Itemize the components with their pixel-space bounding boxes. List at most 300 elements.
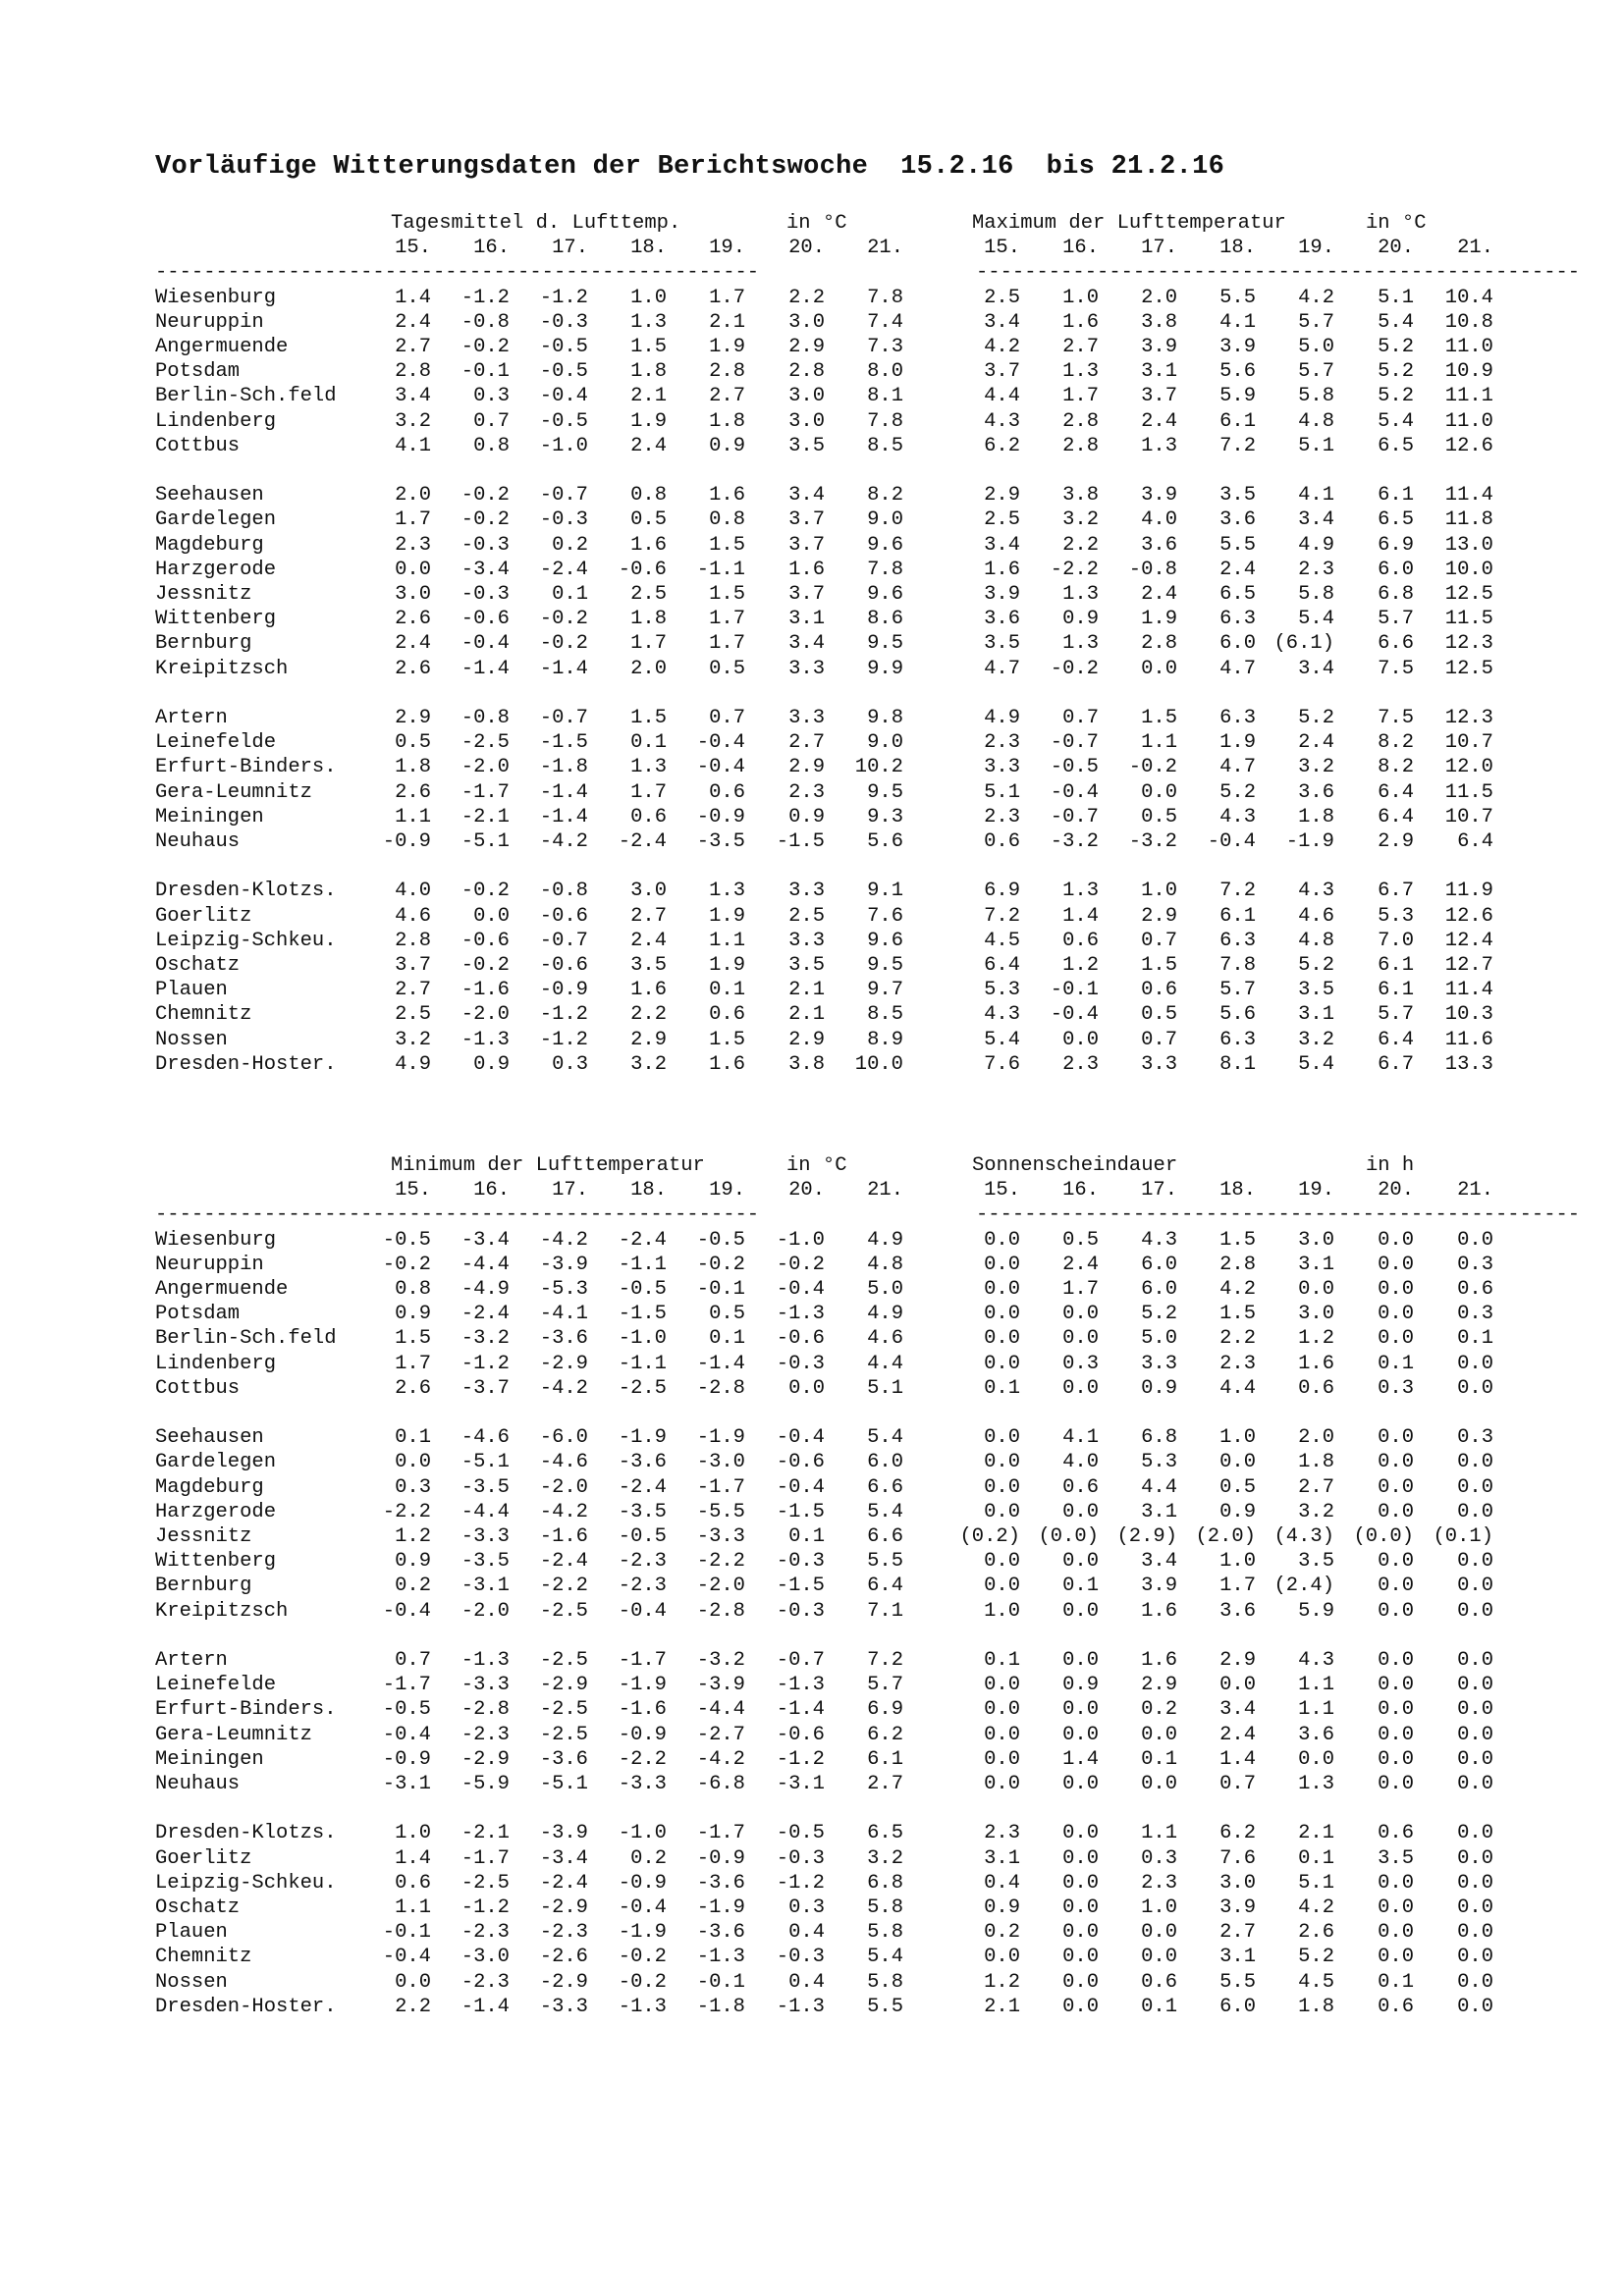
right-value-cell: 3.4: [1141, 1550, 1177, 1574]
left-value-cell: 2.1: [788, 1003, 825, 1027]
station-name: Goerlitz: [155, 904, 252, 928]
right-separator-line: --------------------------------------------------: [976, 261, 1581, 285]
right-value-cell: 12.6: [1444, 434, 1493, 457]
right-value-cell: 2.3: [984, 805, 1020, 828]
left-value-cell: 5.4: [867, 1426, 903, 1450]
right-value-cell: 2.8: [1062, 409, 1099, 433]
right-value-cell: 6.1: [1219, 409, 1256, 433]
table-row: [0, 1002, 1623, 1027]
left-day-label: 20.: [788, 237, 825, 260]
left-value-cell: 3.8: [788, 1052, 825, 1076]
left-value-cell: 0.5: [395, 731, 431, 755]
right-value-cell: 0.0: [1457, 1871, 1493, 1895]
left-value-cell: 6.5: [867, 1822, 903, 1845]
right-value-cell: 0.1: [984, 1649, 1020, 1672]
right-value-cell: 3.2: [1298, 1028, 1334, 1051]
right-value-cell: 3.9: [984, 583, 1020, 606]
right-day-label: 21.: [1457, 237, 1493, 260]
left-value-cell: -2.8: [696, 1599, 745, 1623]
left-value-cell: -2.7: [696, 1723, 745, 1746]
right-value-cell: 0.0: [1062, 1995, 1099, 2018]
left-value-cell: -3.4: [460, 1228, 510, 1252]
left-value-cell: -3.3: [539, 1995, 588, 2018]
left-value-cell: -0.1: [382, 1921, 431, 1945]
station-name: Leinefelde: [155, 1674, 277, 1697]
right-value-cell: 4.9: [984, 707, 1020, 729]
right-value-cell: 2.3: [984, 1822, 1020, 1845]
left-value-cell: 1.5: [395, 1327, 431, 1351]
left-value-cell: 2.6: [395, 780, 431, 804]
right-value-cell: -0.8: [1128, 558, 1177, 581]
left-value-cell: 1.4: [395, 1846, 431, 1870]
left-value-cell: -3.1: [382, 1773, 431, 1795]
left-value-cell: -0.5: [382, 1228, 431, 1252]
left-value-cell: -0.9: [539, 979, 588, 1002]
left-value-cell: 3.3: [788, 707, 825, 729]
left-value-cell: 3.7: [788, 583, 825, 606]
left-value-cell: -0.3: [776, 1550, 825, 1574]
left-value-cell: -2.5: [539, 1723, 588, 1746]
right-value-cell: 13.0: [1444, 533, 1493, 557]
station-name: Magdeburg: [155, 533, 264, 557]
left-value-cell: 1.7: [395, 1352, 431, 1375]
right-value-cell: 1.4: [1062, 1747, 1099, 1771]
station-name: Wittenberg: [155, 1550, 277, 1574]
right-value-cell: 6.4: [1378, 780, 1414, 804]
right-value-cell: -0.7: [1050, 731, 1099, 755]
left-value-cell: -3.4: [539, 1846, 588, 1870]
left-value-cell: 2.1: [630, 385, 667, 408]
right-value-cell: 4.2: [984, 336, 1020, 358]
right-value-cell: 2.1: [984, 1995, 1020, 2018]
left-value-cell: -2.3: [460, 1970, 510, 1994]
right-value-cell: 3.1: [1298, 1253, 1334, 1276]
right-value-cell: 0.5: [1219, 1475, 1256, 1499]
left-day-label: 19.: [709, 237, 745, 260]
table-row: [0, 483, 1623, 507]
left-value-cell: -0.2: [618, 1970, 667, 1994]
left-value-cell: 0.9: [395, 1550, 431, 1574]
left-value-cell: -3.6: [618, 1451, 667, 1474]
station-name: Erfurt-Binders.: [155, 1698, 337, 1722]
right-value-cell: 3.6: [1298, 1723, 1334, 1746]
right-value-cell: 5.8: [1298, 583, 1334, 606]
left-value-cell: -1.1: [618, 1253, 667, 1276]
right-value-cell: 0.0: [1457, 1376, 1493, 1400]
left-value-cell: -3.2: [696, 1649, 745, 1672]
right-value-cell: 0.0: [1457, 1773, 1493, 1795]
right-value-cell: 0.9: [984, 1896, 1020, 1919]
left-value-cell: -0.3: [460, 583, 510, 606]
right-value-cell: 0.0: [1062, 1871, 1099, 1895]
right-value-cell: 11.6: [1444, 1028, 1493, 1051]
right-day-label: 19.: [1298, 1179, 1334, 1202]
left-day-label: 21.: [867, 1179, 903, 1202]
left-value-cell: 5.4: [867, 1500, 903, 1523]
left-value-cell: -1.6: [539, 1525, 588, 1548]
right-value-cell: 0.0: [1141, 1921, 1177, 1945]
station-name: Meiningen: [155, 805, 264, 828]
right-value-cell: 2.4: [1219, 558, 1256, 581]
right-value-cell: 5.6: [1219, 360, 1256, 384]
right-value-cell: 5.2: [1219, 780, 1256, 804]
left-value-cell: 0.9: [709, 434, 745, 457]
left-value-cell: -4.6: [460, 1426, 510, 1450]
left-value-cell: -0.4: [776, 1475, 825, 1499]
left-value-cell: 9.6: [867, 533, 903, 557]
left-value-cell: 0.1: [788, 1525, 825, 1548]
left-value-cell: -3.5: [460, 1475, 510, 1499]
left-value-cell: -2.0: [460, 1599, 510, 1623]
left-value-cell: 0.3: [395, 1475, 431, 1499]
table-row: [0, 1376, 1623, 1401]
right-value-cell: 0.6: [1378, 1995, 1414, 2018]
table-row: [0, 286, 1623, 310]
right-value-cell: 8.2: [1378, 731, 1414, 755]
right-value-cell: 0.0: [1457, 1698, 1493, 1722]
left-value-cell: 1.6: [630, 979, 667, 1002]
right-value-cell: (0.2): [959, 1525, 1020, 1548]
right-value-cell: 0.0: [1062, 1723, 1099, 1746]
right-value-cell: 11.1: [1444, 385, 1493, 408]
left-value-cell: -0.8: [460, 310, 510, 334]
left-value-cell: -1.4: [460, 1995, 510, 2018]
right-value-cell: 0.0: [1457, 1451, 1493, 1474]
right-value-cell: 0.0: [1141, 1946, 1177, 1969]
right-value-cell: 0.1: [1378, 1970, 1414, 1994]
left-value-cell: -0.2: [696, 1253, 745, 1276]
left-value-cell: -1.5: [776, 1500, 825, 1523]
right-value-cell: 0.0: [1378, 1426, 1414, 1450]
left-value-cell: -0.4: [618, 1896, 667, 1919]
right-value-cell: 4.3: [1141, 1228, 1177, 1252]
right-value-cell: 4.7: [984, 657, 1020, 680]
left-day-label: 20.: [788, 1179, 825, 1202]
left-value-cell: -0.9: [382, 1747, 431, 1771]
station-name: Nossen: [155, 1970, 228, 1994]
right-value-cell: 2.8: [1062, 434, 1099, 457]
right-value-cell: 0.0: [1298, 1278, 1334, 1301]
left-value-cell: -1.6: [618, 1698, 667, 1722]
left-value-cell: 6.4: [867, 1575, 903, 1598]
station-name: Angermuende: [155, 1278, 289, 1301]
left-value-cell: -3.0: [460, 1946, 510, 1969]
station-name: Neuruppin: [155, 310, 264, 334]
table-row: [0, 1871, 1623, 1896]
right-value-cell: 1.7: [1062, 385, 1099, 408]
right-value-cell: 7.6: [1219, 1846, 1256, 1870]
right-value-cell: 6.0: [1219, 1995, 1256, 2018]
station-name: Berlin-Sch.feld: [155, 385, 337, 408]
left-value-cell: -3.5: [460, 1550, 510, 1574]
left-value-cell: -2.4: [460, 1303, 510, 1326]
left-value-cell: -5.5: [696, 1500, 745, 1523]
left-value-cell: -2.9: [539, 1674, 588, 1697]
right-value-cell: 3.4: [984, 310, 1020, 334]
right-value-cell: 2.7: [1219, 1921, 1256, 1945]
right-value-cell: 0.0: [1141, 657, 1177, 680]
right-value-cell: (0.0): [1038, 1525, 1099, 1548]
right-value-cell: 11.8: [1444, 508, 1493, 532]
left-value-cell: -0.2: [382, 1253, 431, 1276]
left-value-cell: -1.0: [618, 1327, 667, 1351]
left-value-cell: -2.2: [382, 1500, 431, 1523]
right-value-cell: 4.3: [984, 409, 1020, 433]
left-value-cell: 3.0: [788, 310, 825, 334]
left-value-cell: -0.4: [696, 731, 745, 755]
left-value-cell: 2.9: [630, 1028, 667, 1051]
left-value-cell: -0.9: [618, 1871, 667, 1895]
left-value-cell: 9.7: [867, 979, 903, 1002]
left-value-cell: 2.4: [630, 434, 667, 457]
left-value-cell: -4.2: [539, 1376, 588, 1400]
right-value-cell: -0.7: [1050, 805, 1099, 828]
left-value-cell: 2.6: [395, 1376, 431, 1400]
left-value-cell: 4.0: [395, 880, 431, 903]
right-value-cell: 1.0: [984, 1599, 1020, 1623]
right-value-cell: 5.4: [1378, 310, 1414, 334]
left-value-cell: -0.5: [618, 1278, 667, 1301]
right-value-cell: 0.0: [1062, 1773, 1099, 1795]
right-value-cell: 2.9: [1141, 904, 1177, 928]
left-value-cell: -3.4: [460, 558, 510, 581]
right-value-cell: 1.3: [1141, 434, 1177, 457]
left-value-cell: 9.0: [867, 731, 903, 755]
left-value-cell: 9.5: [867, 780, 903, 804]
left-value-cell: -0.3: [539, 310, 588, 334]
right-value-cell: 0.0: [1378, 1871, 1414, 1895]
right-value-cell: 0.1: [1141, 1747, 1177, 1771]
left-value-cell: 9.0: [867, 508, 903, 532]
right-value-cell: 0.0: [1141, 780, 1177, 804]
right-value-cell: 2.4: [1298, 731, 1334, 755]
station-name: Leipzig-Schkeu.: [155, 929, 337, 952]
right-value-cell: 0.6: [1062, 1475, 1099, 1499]
right-value-cell: 1.5: [1219, 1228, 1256, 1252]
right-value-cell: 3.6: [984, 608, 1020, 631]
right-value-cell: 0.0: [1062, 1500, 1099, 1523]
left-value-cell: -2.5: [539, 1649, 588, 1672]
right-value-cell: 3.8: [1141, 310, 1177, 334]
station-name: Harzgerode: [155, 1500, 277, 1523]
left-value-cell: 4.9: [867, 1228, 903, 1252]
left-value-cell: -0.9: [382, 830, 431, 853]
left-value-cell: 2.8: [788, 360, 825, 384]
right-value-cell: 3.4: [1219, 1698, 1256, 1722]
left-value-cell: -0.6: [776, 1451, 825, 1474]
right-value-cell: 6.5: [1378, 508, 1414, 532]
right-value-cell: 4.4: [984, 385, 1020, 408]
table-row: [0, 730, 1623, 755]
table-row: [0, 1425, 1623, 1450]
left-value-cell: -1.7: [460, 780, 510, 804]
station-name: Neuhaus: [155, 1773, 241, 1795]
right-value-cell: 0.0: [1378, 1550, 1414, 1574]
right-value-cell: 4.0: [1062, 1451, 1099, 1474]
left-value-cell: 1.9: [709, 954, 745, 977]
right-value-cell: 0.0: [1378, 1946, 1414, 1969]
left-value-cell: 7.3: [867, 336, 903, 358]
right-value-cell: 0.0: [1457, 1846, 1493, 1870]
right-value-cell: 6.4: [1457, 830, 1493, 853]
left-value-cell: 0.1: [709, 1327, 745, 1351]
left-value-cell: 5.5: [867, 1995, 903, 2018]
station-name: Bernburg: [155, 632, 252, 656]
right-value-cell: 3.3: [1141, 1052, 1177, 1076]
right-value-cell: 6.5: [1378, 434, 1414, 457]
left-value-cell: 2.0: [630, 657, 667, 680]
left-value-cell: 9.9: [867, 657, 903, 680]
right-value-cell: 3.4: [984, 533, 1020, 557]
left-value-cell: 2.9: [788, 336, 825, 358]
table-row: [0, 1599, 1623, 1624]
left-value-cell: 8.1: [867, 385, 903, 408]
left-value-cell: 2.8: [395, 929, 431, 952]
left-value-cell: 0.8: [630, 484, 667, 507]
left-value-cell: -0.7: [539, 929, 588, 952]
left-value-cell: -2.3: [618, 1575, 667, 1598]
left-value-cell: -1.4: [539, 780, 588, 804]
table-row: [0, 1673, 1623, 1697]
left-value-cell: 0.5: [630, 508, 667, 532]
left-value-cell: -1.2: [460, 1896, 510, 1919]
right-value-cell: -2.2: [1050, 558, 1099, 581]
right-value-cell: 0.0: [1378, 1723, 1414, 1746]
left-value-cell: -0.1: [460, 360, 510, 384]
right-value-cell: 3.6: [1298, 780, 1334, 804]
left-value-cell: 2.8: [395, 360, 431, 384]
right-value-cell: 6.1: [1219, 904, 1256, 928]
station-name: Oschatz: [155, 954, 241, 977]
left-value-cell: -0.5: [539, 409, 588, 433]
left-value-cell: -0.5: [696, 1228, 745, 1252]
right-value-cell: 0.6: [1141, 979, 1177, 1002]
left-value-cell: 1.9: [709, 336, 745, 358]
left-value-cell: 8.9: [867, 1028, 903, 1051]
station-name: Plauen: [155, 979, 228, 1002]
station-name: Plauen: [155, 1921, 228, 1945]
table-row: [0, 879, 1623, 903]
right-value-cell: 4.5: [984, 929, 1020, 952]
right-section-unit: in h: [1366, 1154, 1415, 1177]
right-value-cell: 0.0: [984, 1946, 1020, 1969]
right-value-cell: 0.2: [984, 1921, 1020, 1945]
station-name: Gardelegen: [155, 508, 277, 532]
right-value-cell: 1.6: [1298, 1352, 1334, 1375]
right-value-cell: 1.1: [1141, 731, 1177, 755]
station-name: Magdeburg: [155, 1475, 264, 1499]
left-value-cell: 4.1: [395, 434, 431, 457]
table-row: [0, 1253, 1623, 1277]
right-value-cell: 0.0: [1062, 1822, 1099, 1845]
right-value-cell: 11.4: [1444, 484, 1493, 507]
left-value-cell: -1.9: [618, 1426, 667, 1450]
right-value-cell: 0.0: [1457, 1822, 1493, 1845]
table-row: [0, 978, 1623, 1002]
left-value-cell: 1.3: [630, 756, 667, 779]
right-value-cell: -3.2: [1050, 830, 1099, 853]
left-value-cell: -3.0: [696, 1451, 745, 1474]
right-value-cell: 0.0: [1062, 1649, 1099, 1672]
left-value-cell: 0.6: [395, 1871, 431, 1895]
right-value-cell: 0.0: [1457, 1995, 1493, 2018]
right-value-cell: 1.4: [1062, 904, 1099, 928]
left-value-cell: 2.5: [788, 904, 825, 928]
left-value-cell: 2.2: [630, 1003, 667, 1027]
table-row: [0, 607, 1623, 631]
left-value-cell: -0.6: [618, 558, 667, 581]
right-value-cell: 4.8: [1298, 929, 1334, 952]
left-value-cell: -1.4: [696, 1352, 745, 1375]
left-value-cell: 3.4: [788, 632, 825, 656]
left-value-cell: 9.6: [867, 583, 903, 606]
right-value-cell: 3.8: [1062, 484, 1099, 507]
right-value-cell: 2.4: [1141, 409, 1177, 433]
right-value-cell: 5.0: [1298, 336, 1334, 358]
left-value-cell: -2.9: [539, 1896, 588, 1919]
right-section-label: Sonnenscheindauer: [972, 1154, 1178, 1177]
left-separator-line: --------------------------------------------------: [155, 261, 760, 285]
left-value-cell: -1.7: [696, 1475, 745, 1499]
table-row: [0, 904, 1623, 929]
left-value-cell: -2.2: [618, 1747, 667, 1771]
right-value-cell: 11.5: [1444, 608, 1493, 631]
right-value-cell: 0.0: [1062, 1376, 1099, 1400]
right-value-cell: 10.9: [1444, 360, 1493, 384]
right-value-cell: 0.0: [1378, 1649, 1414, 1672]
right-day-label: 21.: [1457, 1179, 1493, 1202]
right-value-cell: 3.1: [1141, 1500, 1177, 1523]
left-value-cell: 5.6: [867, 830, 903, 853]
right-value-cell: 0.0: [1457, 1475, 1493, 1499]
left-value-cell: 8.2: [867, 484, 903, 507]
left-value-cell: 1.4: [395, 286, 431, 309]
left-value-cell: 8.0: [867, 360, 903, 384]
right-value-cell: 4.7: [1219, 657, 1256, 680]
right-value-cell: 10.0: [1444, 558, 1493, 581]
left-value-cell: 0.4: [788, 1970, 825, 1994]
table-row: [0, 1352, 1623, 1376]
left-value-cell: -3.9: [539, 1822, 588, 1845]
station-name: Potsdam: [155, 1303, 241, 1326]
right-value-cell: 0.0: [984, 1698, 1020, 1722]
left-value-cell: -0.4: [539, 385, 588, 408]
left-value-cell: 2.4: [395, 632, 431, 656]
left-value-cell: -1.3: [776, 1674, 825, 1697]
right-value-cell: 11.9: [1444, 880, 1493, 903]
right-value-cell: 3.0: [1219, 1871, 1256, 1895]
table-row: [0, 755, 1623, 779]
right-value-cell: 1.7: [1219, 1575, 1256, 1598]
left-value-cell: -1.2: [539, 286, 588, 309]
left-value-cell: -1.9: [696, 1896, 745, 1919]
left-value-cell: 1.5: [709, 1028, 745, 1051]
left-value-cell: 0.9: [473, 1052, 510, 1076]
left-value-cell: -2.2: [539, 1575, 588, 1598]
left-value-cell: -0.2: [776, 1253, 825, 1276]
right-value-cell: 0.0: [984, 1475, 1020, 1499]
right-value-cell: 3.4: [1298, 657, 1334, 680]
table-row: [0, 1970, 1623, 1995]
left-value-cell: 6.0: [867, 1451, 903, 1474]
left-value-cell: 3.0: [788, 385, 825, 408]
left-value-cell: 5.0: [867, 1278, 903, 1301]
right-value-cell: 11.0: [1444, 409, 1493, 433]
right-value-cell: -0.4: [1050, 780, 1099, 804]
right-value-cell: 3.6: [1141, 533, 1177, 557]
left-value-cell: 5.8: [867, 1970, 903, 1994]
left-value-cell: -6.0: [539, 1426, 588, 1450]
